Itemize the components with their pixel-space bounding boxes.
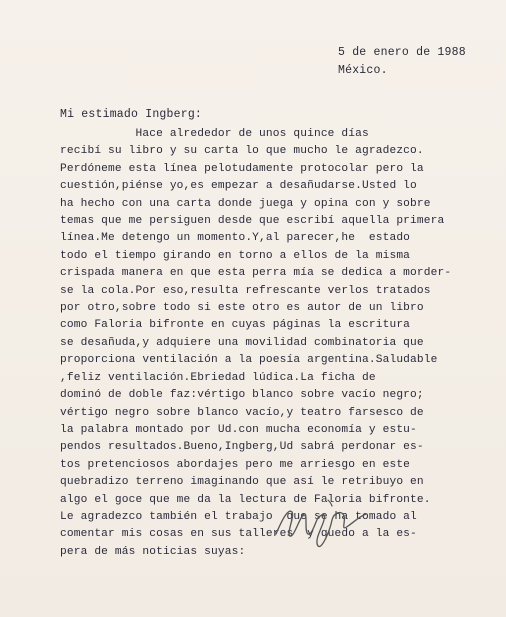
letter-greeting: Mi estimado Ingberg: [60, 108, 203, 121]
letter-line: Perdóneme esta línea pelotudamente protocolar pero la [60, 162, 424, 175]
letter-line: por otro,sobre todo si este otro es autor de un libro [60, 302, 424, 315]
letter-line: la palabra montado por Ud.con mucha economía y estu- [60, 423, 417, 436]
letter-line: se la cola.Por eso,resulta refrescante verlos tratados [60, 284, 431, 297]
letter-line: quebradizo terreno imaginando que así le retribuyo en [60, 476, 424, 489]
letter-line: Hace alrededor de unos quince días [60, 128, 369, 140]
letter-place: México. [338, 64, 388, 77]
letter-line: algo el goce que me da la lectura de Faloria bifronte. [60, 493, 431, 506]
letter-line: línea.Me detengo un momento.Y,al parecer,he estado [60, 232, 411, 245]
letter-dateline [338, 44, 466, 80]
letter-line: crispada manera en que esta perra mía se dedica a morder- [60, 267, 452, 280]
letter-line: pendos resultados.Bueno,Ingberg,Ud sabrá perdonar es- [60, 441, 424, 454]
letter-line: ,feliz ventilación.Ebriedad lúdica.La ficha de [60, 371, 376, 384]
handwritten-signature [268, 490, 378, 555]
letter-line: temas que me persiguen desde que escribí aquella primera [60, 215, 445, 228]
letter-line: cuestión,piénse yo,es empezar a desañudarse.Usted lo [60, 180, 417, 193]
letter-line: comentar mis cosas en sus talleres y quedo a la es- [60, 528, 417, 541]
letter-line: tos pretenciosos abordajes pero me arriesgo en este [60, 458, 411, 471]
letter-line: se desañuda,y adquiere una movilidad combinatoria que [60, 336, 424, 349]
letter-line: todo el tiempo girando en torno a ellos de la misma [60, 249, 411, 262]
letter-line: proporciona ventilación a la poesía argentina.Saludable [60, 354, 438, 367]
letter-line: ha hecho con una carta donde juega y opina con y sobre [60, 197, 431, 210]
letter-line: pera de más noticias suyas: [60, 545, 246, 558]
letter-line: vértigo negro sobre blanco vacío,y teatro farsesco de [60, 406, 424, 419]
letter-date: 5 de enero de 1988 [338, 46, 466, 59]
letter-line: recibí su libro y su carta lo que mucho le agradezco. [60, 145, 424, 158]
letter-line: como Faloria bifronte en cuyas páginas la escritura [60, 319, 411, 332]
letter-line: dominó de doble faz:vértigo blanco sobre vacío negro; [60, 389, 424, 402]
letter-line: Le agradezco también el trabajo que se ha tomado al [60, 510, 417, 523]
